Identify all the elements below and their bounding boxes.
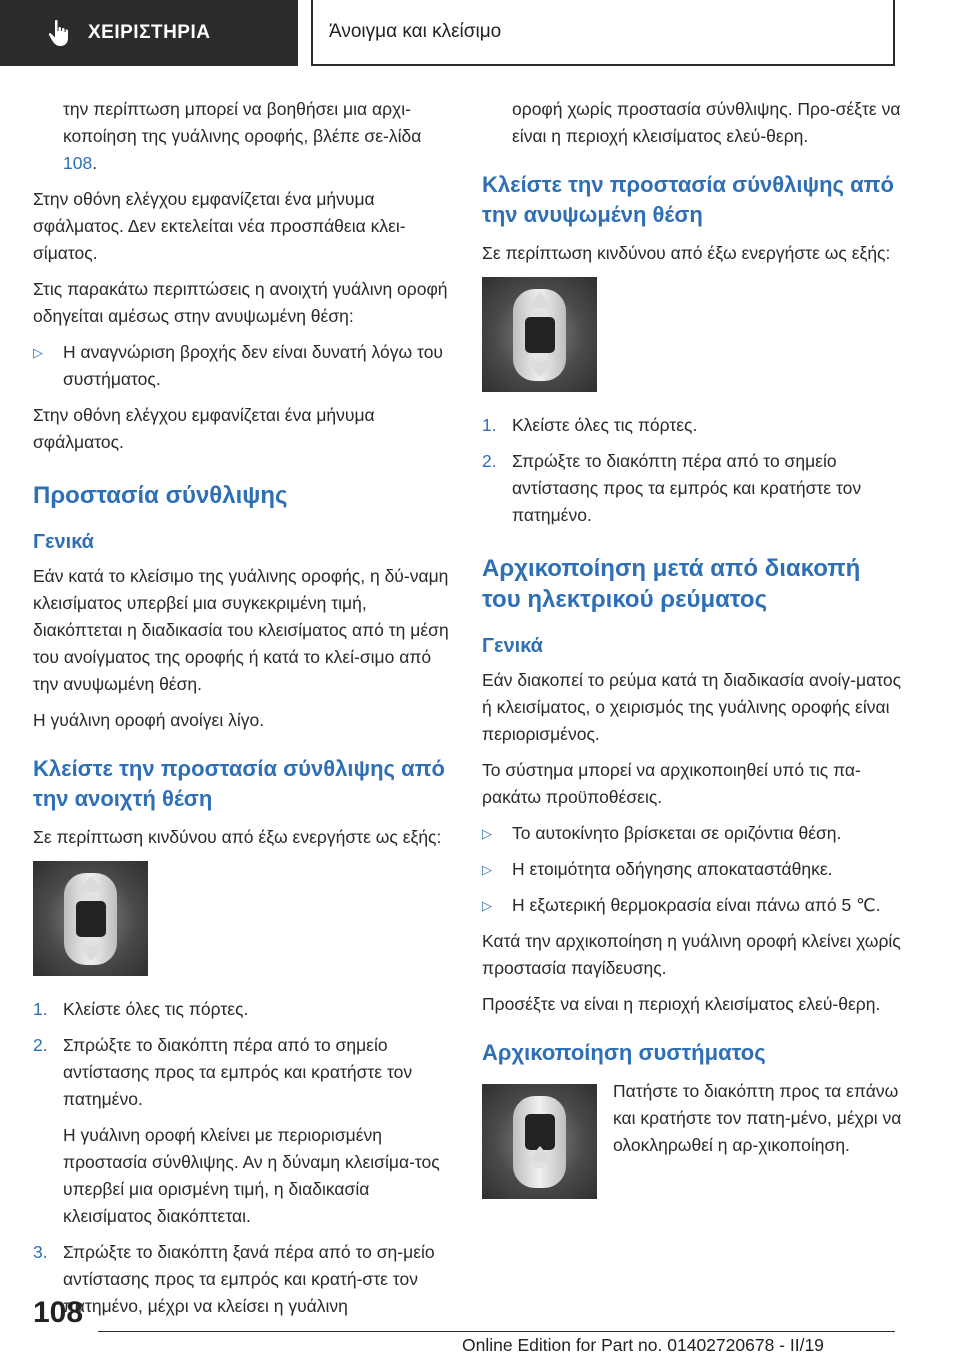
list-item bbox=[33, 339, 453, 393]
page-number: 108 bbox=[33, 1296, 84, 1329]
roof-switch-photo bbox=[482, 1084, 597, 1199]
heading-anti-trap: Προστασία σύνθλιψης bbox=[33, 482, 288, 509]
section-tab bbox=[0, 0, 298, 66]
paragraph: Στις παρακάτω περιπτώσεις η ανοιχτή γυάλινη οροφή οδηγείται αμέσως στην ανυψωμένη θέση: bbox=[33, 279, 448, 326]
list-item bbox=[482, 856, 902, 883]
step-number: 2. bbox=[33, 1035, 48, 1055]
heading-close-from-open: Κλείστε την προστασία σύνθλιψης από την ανοιχτή θέση bbox=[33, 756, 445, 811]
roof-switch-button bbox=[525, 1114, 555, 1150]
roof-switch-photo bbox=[482, 277, 597, 392]
hand-pointer-icon bbox=[44, 18, 74, 48]
list-item bbox=[33, 1032, 453, 1113]
paragraph: Η γυάλινη οροφή ανοίγει λίγο. bbox=[33, 710, 265, 730]
paragraph: Σε περίπτωση κινδύνου από έξω ενεργήστε ως εξής: bbox=[33, 827, 442, 847]
left-column bbox=[33, 96, 453, 1329]
step-number: 1. bbox=[33, 999, 48, 1019]
paragraph: Στην οθόνη ελέγχου εμφανίζεται ένα μήνυμα σφάλματος. bbox=[33, 405, 375, 452]
list-item-text: Κλείστε όλες τις πόρτες. bbox=[512, 415, 698, 435]
paragraph-text: . bbox=[92, 153, 98, 173]
bullet-triangle-icon: ▷ bbox=[482, 862, 492, 877]
heading-init-after-power: Αρχικοποίηση μετά από διακοπή του ηλεκτρικού ρεύματος bbox=[482, 555, 861, 613]
roof-switch-button bbox=[525, 317, 555, 353]
list-item-text: Η εξωτερική θερμοκρασία είναι πάνω από 5 ℃. bbox=[512, 895, 881, 915]
arrow-up-icon bbox=[77, 876, 105, 892]
arrow-down-icon bbox=[77, 945, 105, 961]
section-label: ΧΕΙΡΙΣΤΗΡΙΑ bbox=[88, 22, 211, 43]
page-link[interactable]: 108 bbox=[63, 153, 93, 173]
paragraph: Προσέξτε να είναι η περιοχή κλεισίματος ελεύ‐θερη. bbox=[482, 994, 881, 1014]
chapter-label: Άνοιγμα και κλείσιμο bbox=[329, 21, 502, 42]
paragraph: Κατά την αρχικοποίηση η γυάλινη οροφή κλείνει χωρίς προστασία παγίδευσης. bbox=[482, 931, 901, 978]
list-item-text: Σπρώξτε το διακόπτη πέρα από το σημείο αντίστασης προς τα εμπρός και κρατήστε τον πατημένο. bbox=[63, 1035, 413, 1109]
list-item bbox=[482, 892, 902, 919]
paragraph: Σε περίπτωση κινδύνου από έξω ενεργήστε ως εξής: bbox=[482, 243, 891, 263]
list-item-text: Σπρώξτε το διακόπτη πέρα από το σημείο αντίστασης προς τα εμπρός και κρατήστε τον πατημένο. bbox=[512, 451, 862, 525]
paragraph: οροφή χωρίς προστασία σύνθλιψης. Προ‐σέξτε να είναι η περιοχή κλεισίματος ελεύ‐θερη. bbox=[512, 99, 901, 146]
paragraph bbox=[33, 96, 453, 177]
init-row bbox=[482, 1078, 902, 1199]
list-item bbox=[33, 996, 453, 1023]
list-item-text: Η ετοιμότητα οδήγησης αποκαταστάθηκε. bbox=[512, 859, 833, 879]
paragraph-text: την περίπτωση μπορεί να βοηθήσει μια αρχι‐κοποίηση της γυάλινης οροφής, βλέπε σε‐λίδα bbox=[63, 99, 422, 146]
heading-close-from-raised: Κλείστε την προστασία σύνθλιψης από την ανυψωμένη θέση bbox=[482, 172, 894, 227]
roof-switch-button bbox=[76, 901, 106, 937]
arrow-up-icon bbox=[526, 292, 554, 308]
heading-general: Γενικά bbox=[482, 635, 543, 657]
edition-text: Online Edition for Part no. 01402720678 - II/19 bbox=[462, 1335, 824, 1355]
list-item bbox=[482, 448, 902, 529]
footer-divider bbox=[98, 1331, 895, 1332]
list-item-text: Η αναγνώριση βροχής δεν είναι δυνατή λόγω του συστήματος. bbox=[63, 342, 443, 389]
step-number: 1. bbox=[482, 415, 497, 435]
roof-switch-photo bbox=[33, 861, 148, 976]
right-column bbox=[482, 96, 902, 1199]
list-item-text: Κλείστε όλες τις πόρτες. bbox=[63, 999, 249, 1019]
list-item bbox=[33, 1239, 453, 1320]
list-item-text: Σπρώξτε το διακόπτη ξανά πέρα από το ση‐μείο αντίστασης προς τα εμπρός και κρατή‐στε τον πατημένο, μέχρι να κλείσει η γυάλινη bbox=[63, 1242, 435, 1316]
paragraph: Εάν διακοπεί το ρεύμα κατά τη διαδικασία ανοίγ‐ματος ή κλεισίματος, ο χειρισμός της γυάλινης οροφής είναι περιορισμένος. bbox=[482, 670, 902, 744]
bullet-triangle-icon: ▷ bbox=[482, 898, 492, 913]
step-number: 2. bbox=[482, 451, 497, 471]
paragraph: Η γυάλινη οροφή κλείνει με περιορισμένη προστασία σύνθλιψης. Αν η δύναμη κλεισίμα‐τος υπερβεί μια ορισμένη τιμή, η διαδικασία κλεισίματος διακόπτεται. bbox=[63, 1125, 440, 1226]
paragraph: Το σύστημα μπορεί να αρχικοποιηθεί υπό τις πα‐ρακάτω προϋποθέσεις. bbox=[482, 760, 861, 807]
page-header bbox=[0, 0, 960, 66]
step-number: 3. bbox=[33, 1242, 48, 1262]
chapter-box bbox=[311, 0, 895, 66]
list-item bbox=[482, 820, 902, 847]
list-item-text: Το αυτοκίνητο βρίσκεται σε οριζόντια θέση. bbox=[512, 823, 842, 843]
heading-system-init: Αρχικοποίηση συστήματος bbox=[482, 1040, 766, 1065]
bullet-triangle-icon: ▷ bbox=[33, 345, 43, 360]
bullet-triangle-icon: ▷ bbox=[482, 826, 492, 841]
paragraph: Πατήστε το διακόπτη προς τα επάνω και κρατήστε τον πατη‐μένο, μέχρι να ολοκληρωθεί η αρ‐χικοποίηση. bbox=[613, 1081, 902, 1155]
arrow-up-icon bbox=[526, 1146, 554, 1162]
paragraph: Εάν κατά το κλείσιμο της γυάλινης οροφής, η δύ‐ναμη κλεισίματος υπερβεί μια συγκεκριμένη τιμή, διακόπτεται η διαδικασία του κλεισίματος από τη μέση του ανοίγματος της οροφής ή κατά το κλεί‐σιμο από την ανυψωμένη θέση. bbox=[33, 566, 449, 694]
paragraph: Στην οθόνη ελέγχου εμφανίζεται ένα μήνυμα σφάλματος. Δεν εκτελείται νέα προσπάθεια κλει‐σίματος. bbox=[33, 189, 406, 263]
list-item bbox=[482, 412, 902, 439]
arrow-down-icon bbox=[526, 361, 554, 377]
heading-general: Γενικά bbox=[33, 531, 94, 553]
